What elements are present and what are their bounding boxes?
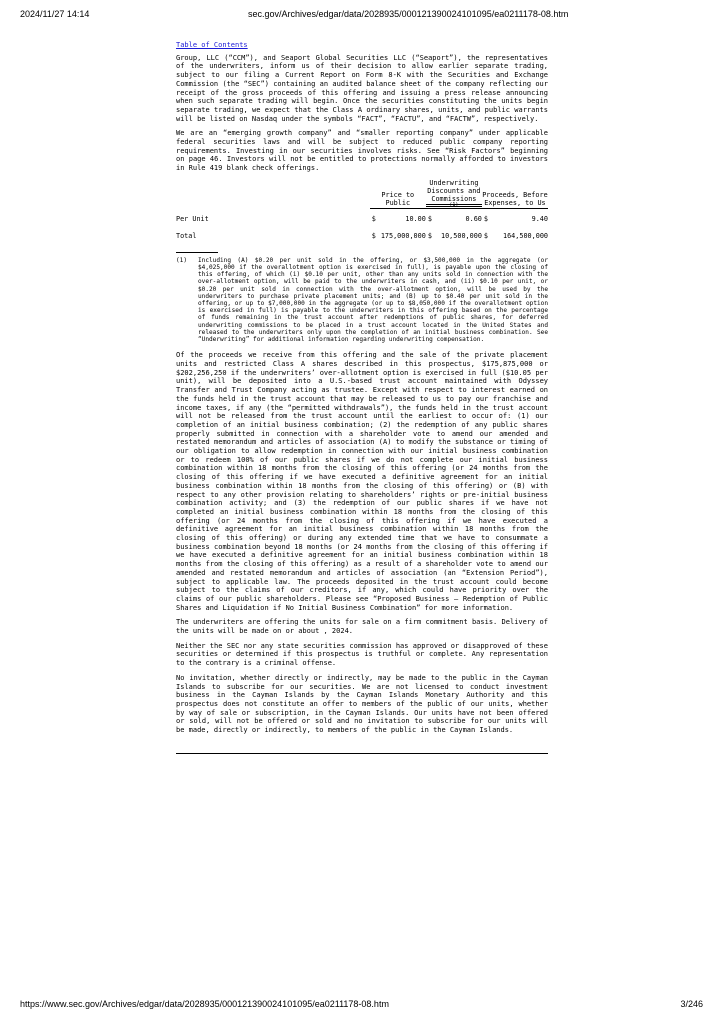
paragraph-trust-account: Of the proceeds we receive from this offering and the sale of the private placement units and restricted Class A shares described in this prospectus, $175,875,000 or $202,256,250 if the underwriters’ over-allotment option is exercised in full ($10.05 per unit), will be deposited into a U.S.-based trust account maintained with Odyssey Transfer and Trust Company acting as trustee. Except with respect to interest earned on the funds held in the trust account that may be released to us to pay our franchise and income taxes, if any (the “permitted withdrawals”), the funds held in the trust account will not be released from the trust account until the earliest to occur of: (1) our completion of an initial business combination; (2) the redemption of any public shares properly submitted in connection with a shareholder vote to amend our amended and restated memorandum and articles of association (A) to modify the substance or timing of our obligation to allow redemption in connection with our initial business combination or to redeem 100% of our public shares if we do not complete our initial business combination within 18 months from the closing of this offering (or 24 months from the closing of this offering if we have executed a definitive agreement for an initial business combination within 18 months from the closing of this offering) or (B) with respect to any other provision relating to shareholders’ rights or pre-initial business combination activity; and (3) the redemption of our public shares if we have not completed an initial business combination within 18 months from the closing of this offering (or 24 months from the closing of this offering if we have executed a definitive agreement for an initial business combination within 18 months from the closing of this offering) or during any extended time that we have to consummate a business combination beyond 18 months (or 24 months from the closing of this offering if we have executed a definitive agreement for an initial business combination within 18 months from the closing of this offering) as a result of a shareholder vote to amend our amended and restated memorandum and articles of association (an “Extension Period”), subject to applicable law. The proceeds deposited in the trust account could become subject to the claims of our creditors, if any, which could have priority over the claims of our public shareholders. Please see “Proposed Business — Redemption of Public Shares and Liquidation if No Initial Business Combination” for more information. [176,351,548,612]
print-url: https://www.sec.gov/Archives/edgar/data/2028935/000121390024101095/ea0211178-08.htm [20,999,389,1009]
footnote-number: (1) [176,256,188,264]
table-row-total [176,223,548,240]
paragraph-emerging-growth: We are an “emerging growth company” and “smaller reporting company” under applicable federal securities laws and will be subject to reduced public company reporting requirements. Investing in our securities involves risks. See “Risk Factors” beginning on page 46. Investors will not be entitled to protections normally afforded to investors in Rule 419 blank check offerings. [176,129,548,173]
footnote-divider [176,252,218,253]
currency-symbol: $ [483,214,488,223]
page-end-divider [176,753,548,754]
header-underwriting-discounts: Underwriting Discounts and Commissions (1) [427,178,481,208]
table-row-per-unit [176,209,548,223]
currency-symbol: $ [371,214,376,223]
footnote-text: Including (A) $0.20 per unit sold in the offering, or $3,500,000 in the aggregate (or $4,025,000 if the overallotment option is exercised in full), is payable upon the closing of this offering, of which (i) $0.10 per unit, other than any units sold in connection with the over-allotment option, will be paid to the underwriters in cash, and (ii) $0.10 per unit, or $0.20 per unit sold in connection with the over-allotment option, will be used by the underwriters to purchase private placement units; and (B) up to $0.40 per unit sold in the offering, or up to $7,000,000 in the aggregate (or up to $8,050,000 if the overallotment option is exercised in full) is payable to the underwriters in this offering based on the percentage of funds remaining in the trust account after redemptions of public shares, for deferred underwriting commissions to be placed in a trust account located in the United States and released to the underwriters only upon the completion of an initial business combination. See “Underwriting” for additional information regarding underwriting compensation. [198,256,548,344]
row-label: Per Unit [176,214,209,223]
currency-symbol: $ [483,231,488,240]
offering-table-header [176,179,548,209]
row-label: Total [176,231,197,240]
offering-table [176,179,548,240]
print-header [0,9,724,23]
paragraph-sec-disclaimer: Neither the SEC nor any state securities commission has approved or disapproved of these securities or determined if this prospectus is truthful or complete. Any representation to the contrary is a criminal offense. [176,641,548,668]
paragraph-separate-trading: Group, LLC (“CCM”), and Seaport Global Securities LLC (“Seaport”), the representatives of the underwriters, inform us of their decision to allow earlier separate trading, subject to our filing a Current Report on Form 8-K with the Securities and Exchange Commission (the “SEC”) containing an audited balance sheet of the company reflecting our receipt of the gross proceeds of this offering and issuing a press release announcing when such separate trading will begin. Once the securities constituting the units begin separate trading, we expect that the Class A ordinary shares, units, and public warrants will be listed on Nasdaq under the symbols “FACT”, “FACTU”, and “FACTW”, respectively. [176,53,548,123]
print-datetime: 2024/11/27 14:14 [20,9,90,19]
footnote [176,257,548,343]
header-proceeds: Proceeds, Before Expenses, to Us [482,190,548,207]
print-page-title: sec.gov/Archives/edgar/data/2028935/000121390024101095/ea0211178-08.htm [248,9,569,19]
per-unit-proceeds: 9.40 [531,214,548,223]
per-unit-discount: 0.60 [465,214,482,223]
document-body [176,41,548,754]
print-footer [0,999,724,1013]
footnote-marker: (1) [426,205,482,207]
total-price: 175,000,000 [380,231,426,240]
currency-symbol: $ [427,214,432,223]
total-proceeds: 164,500,000 [502,231,548,240]
per-unit-price: 10.00 [405,214,426,223]
print-page-count: 3/246 [680,999,703,1009]
header-price-to-public: Price to Public [370,179,426,209]
total-discount: 10,500,000 [440,231,482,240]
currency-symbol: $ [371,231,376,240]
paragraph-cayman-islands: No invitation, whether directly or indirectly, may be made to the public in the Cayman Islands to subscribe for our securities. We are not licensed to conduct investment business in the Cayman Islands by the Cayman Islands Monetary Authority and this prospectus does not constitute an offer to members of the public of our units, whether by way of sale or subscription, in the Cayman Islands. Our units have not been offered or sold, will not be offered or sold and no invitation to subscribe for our units will be made, directly or indirectly, to members of the public in the Cayman Islands. [176,673,548,735]
currency-symbol: $ [427,231,432,240]
table-of-contents-link[interactable]: Table of Contents [176,41,248,49]
paragraph-firm-commitment: The underwriters are offering the units for sale on a firm commitment basis. Delivery of the units will be made on or about , 2024. [176,618,548,636]
